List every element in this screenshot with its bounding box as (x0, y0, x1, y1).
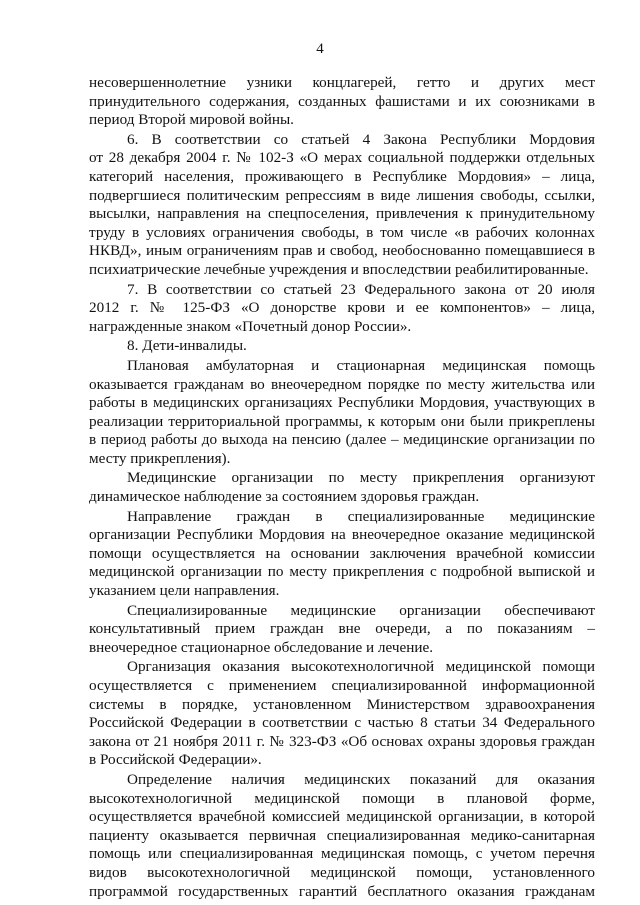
text-line: Плановая амбулаторная и стационарная медицинская помощь (127, 356, 595, 374)
text-line: работы в медицинских организациях Республики Мордовия, участвующих в (89, 394, 595, 412)
text-line: медицинской организации по месту прикрепления с подробной выпиской и (89, 563, 595, 581)
paragraph (89, 771, 595, 901)
text-line: консультативный прием граждан вне очереди, а по показаниям – (89, 620, 595, 638)
text-line: несовершеннолетние узники концлагерей, гетто и других мест (89, 74, 595, 91)
text-line: 7. В соответствии со статьей 23 Федерального закона от 20 июля (127, 280, 595, 298)
text-line: организации Республики Мордовия на внеочередное оказание медицинской (89, 526, 595, 544)
paragraph (89, 337, 595, 356)
text-line: высокотехнологичной медицинской помощи в плановой форме, (89, 789, 595, 807)
text-line: осуществляется врачебной комиссией медицинской организации, в которой (89, 808, 595, 826)
text-line: 6. В соответствии со статьей 4 Закона Республики Мордовия (127, 130, 595, 148)
paragraph (89, 469, 595, 506)
text-line: помощь или специализированная медицинская помощь, с учетом перечня (89, 845, 595, 863)
text-line: НКВД», иным ограничениям прав и свобод, необоснованно помещавшиеся в (89, 242, 595, 260)
text-line: Российской Федерации в соответствии с частью 8 статьи 34 Федерального (89, 714, 595, 732)
text-line: психиатрические лечебные учреждения и впоследствии реабилитированные. (89, 260, 589, 278)
paragraph (89, 658, 595, 770)
paragraph (89, 508, 595, 601)
text-line: в Российской Федерации». (89, 751, 262, 769)
text-line: месту прикрепления). (89, 449, 231, 467)
text-line: высылки, направления на спецпоселения, привлечения к принудительному (89, 205, 595, 223)
text-line: помощи осуществляется на основании заключения врачебной комиссии (89, 544, 595, 562)
text-line: подвергшиеся политическим репрессиям в виде лишения свободы, ссылки, (89, 186, 595, 204)
text-line: системы в порядке, установленном Министерством здравоохранения (89, 695, 595, 713)
text-line: 8. Дети-инвалиды. (127, 337, 247, 355)
paragraph (89, 357, 595, 469)
text-line: оказывается гражданам во внеочередном порядке по месту жительства или (89, 375, 595, 393)
text-line: от 28 декабря 2004 г. № 102-З «О мерах социальной поддержки отдельных (89, 149, 595, 167)
text-line: программой государственных гарантий бесплатного оказания гражданам (89, 882, 595, 900)
paragraph (89, 74, 595, 130)
paragraph (89, 281, 595, 337)
text-line: реализации территориальной программы, к которым они были прикреплены (89, 412, 595, 430)
text-line: 2012 г. № 125-ФЗ «О донорстве крови и ее компонентов» – лица, (89, 299, 595, 317)
text-line: принудительного содержания, созданных фашистами и их союзниками в (89, 92, 595, 110)
text-line: Организация оказания высокотехнологичной медицинской помощи (127, 658, 595, 676)
text-line: видов высокотехнологичной медицинской помощи, установленного (89, 863, 595, 881)
paragraph (89, 131, 595, 280)
document-body (89, 74, 595, 901)
text-line: Медицинские организации по месту прикрепления организуют (127, 469, 595, 487)
text-line: период Второй мировой войны. (89, 111, 294, 129)
text-line: труду в условиях ограничения свободы, в том числе «в рабочих колоннах (89, 223, 595, 241)
text-line: награжденные знаком «Почетный донор России». (89, 317, 412, 335)
text-line: закона от 21 ноября 2011 г. № 323-ФЗ «Об основах охраны здоровья граждан (89, 732, 595, 750)
text-line: осуществляется с применением специализированной информационной (89, 677, 595, 694)
text-line: Определение наличия медицинских показаний для оказания (127, 770, 595, 788)
text-line: динамическое наблюдение за состоянием здоровья граждан. (89, 488, 480, 506)
text-line: Направление граждан в специализированные медицинские (127, 507, 595, 525)
page-number: 4 (316, 41, 324, 57)
text-line: категорий населения, проживающего в Республике Мордовия» – лица, (89, 167, 595, 185)
text-line: внеочередное стационарное обследование и лечение. (89, 638, 434, 656)
paragraph (89, 602, 595, 658)
text-line: указанием цели направления. (89, 582, 280, 600)
text-line: в период работы до выхода на пенсию (далее – медицинские организации по (89, 431, 595, 449)
text-line: Специализированные медицинские организации обеспечивают (127, 601, 595, 619)
text-line: пациенту оказывается первичная специализированная медико-санитарная (89, 826, 595, 844)
